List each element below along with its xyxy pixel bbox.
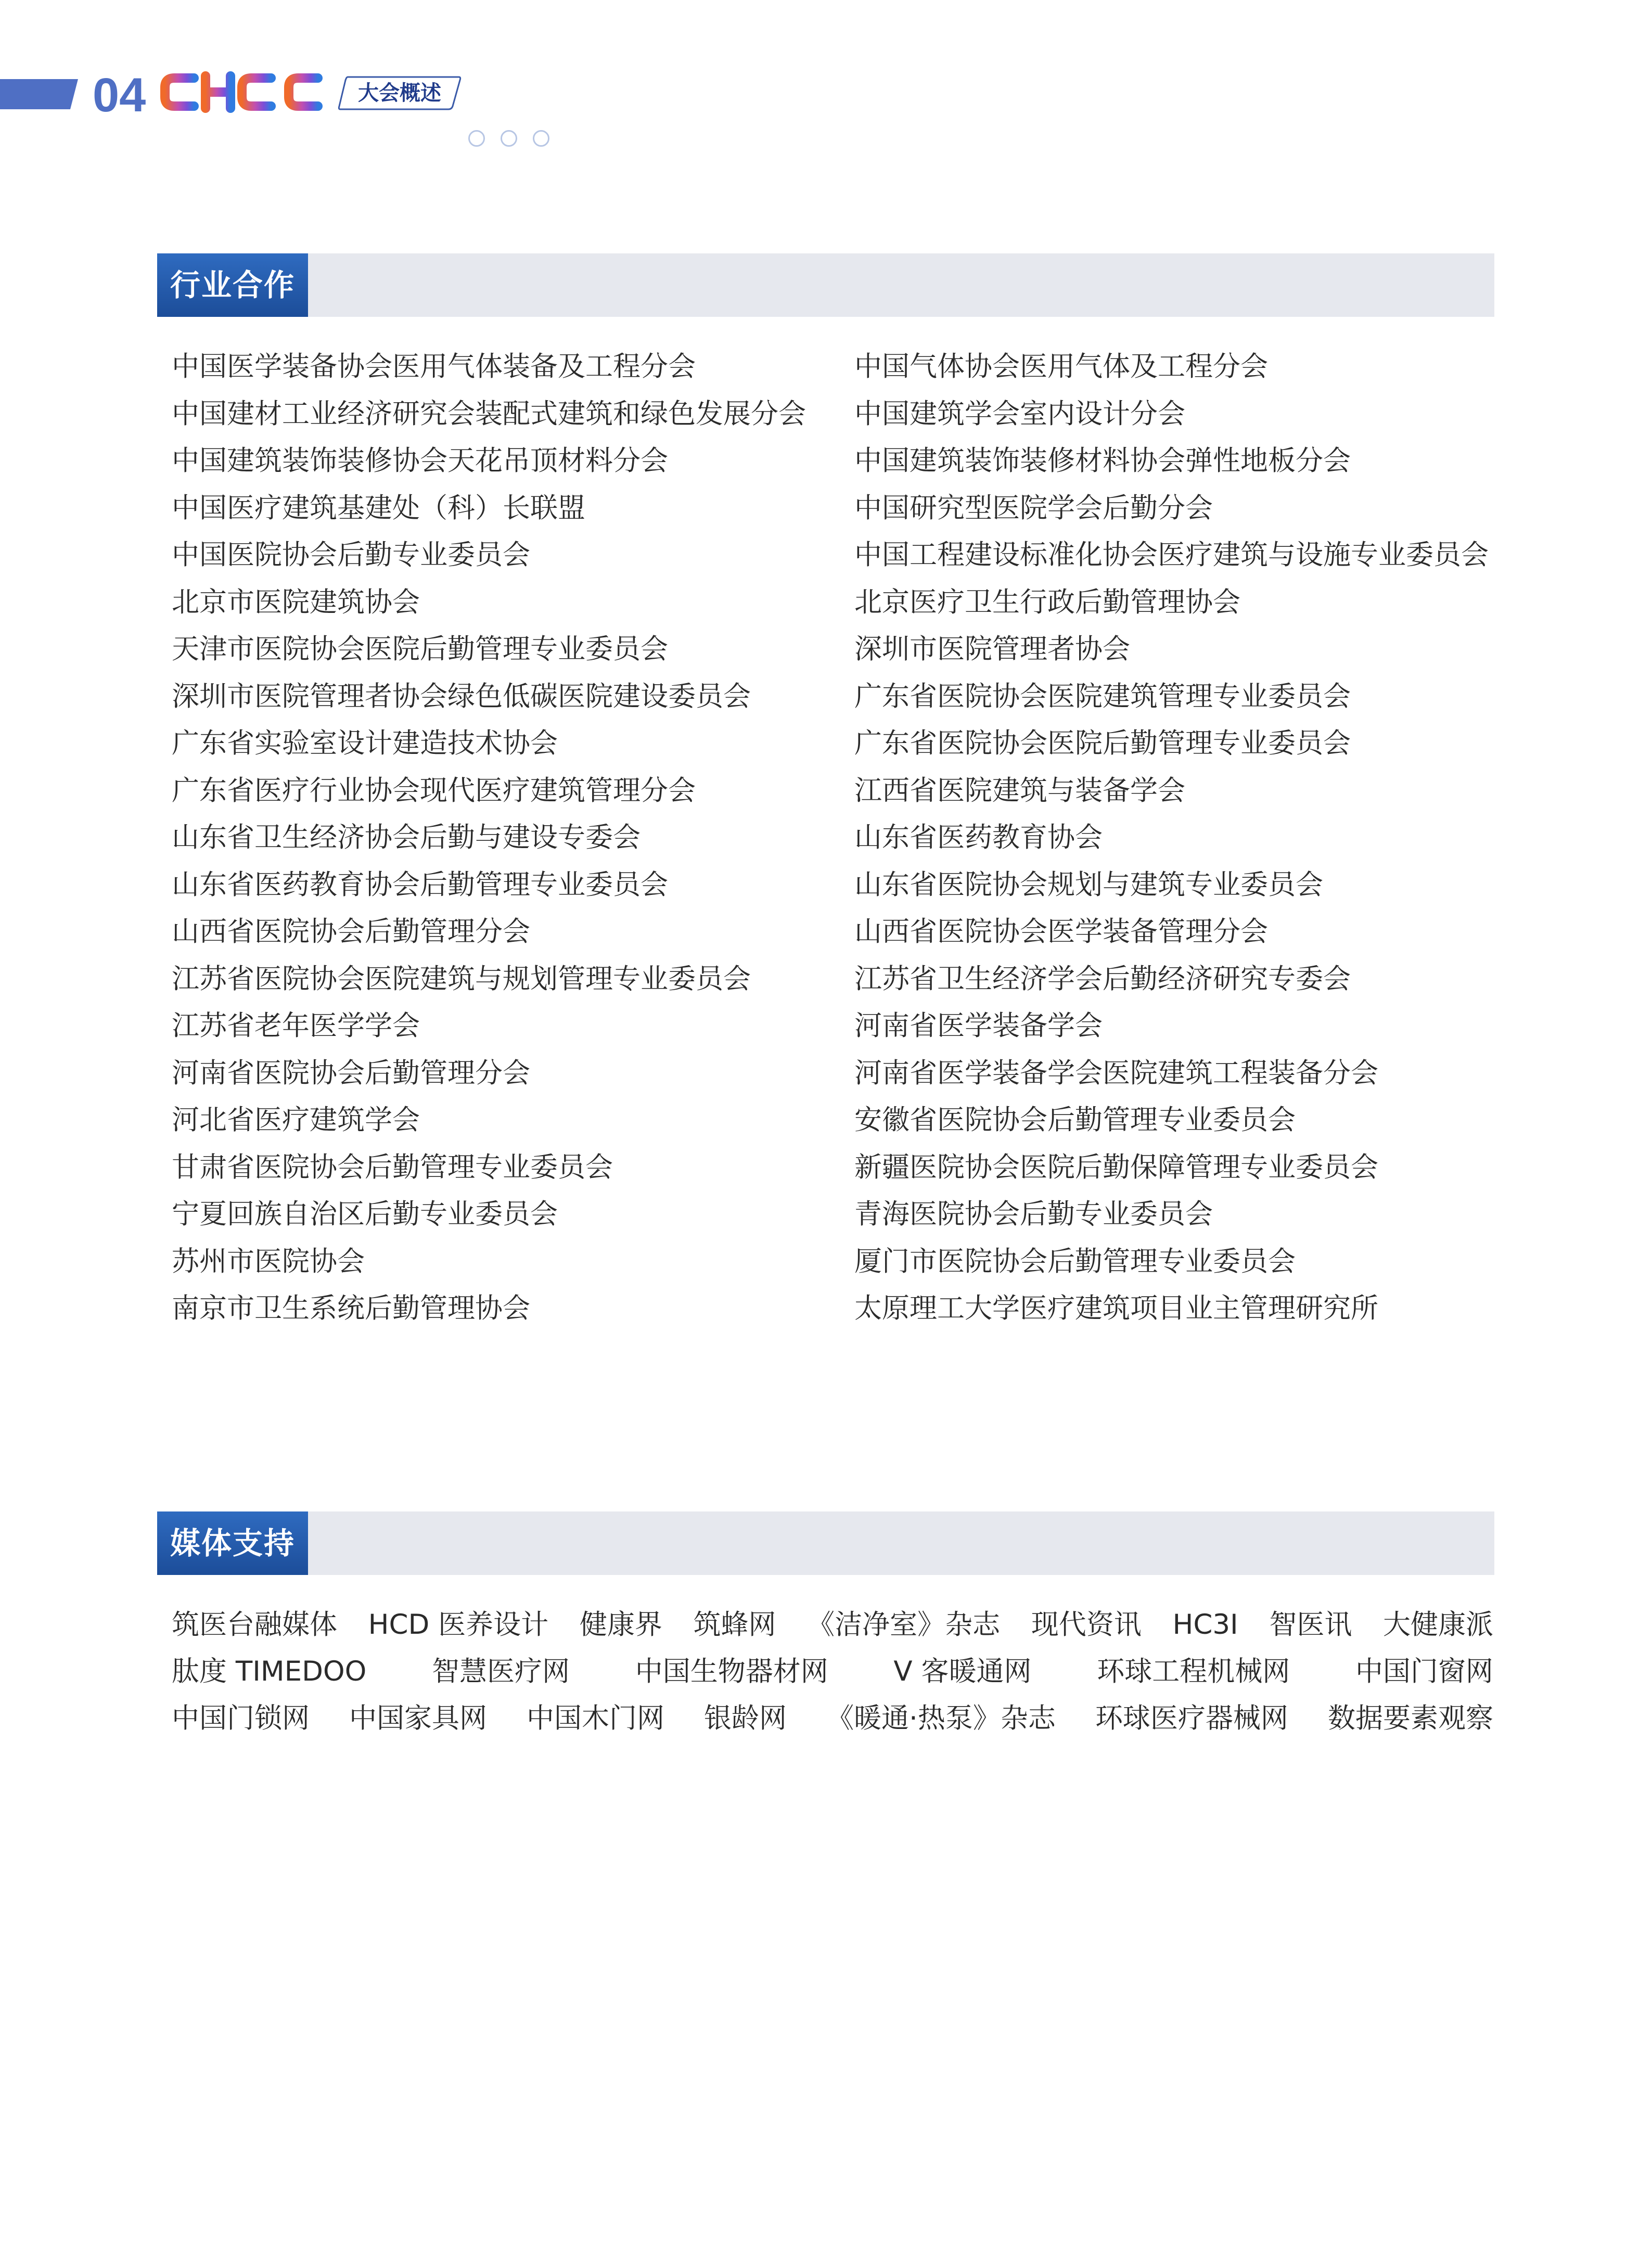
- partner-item: 中国工程建设标准化协会医疗建筑与设施专业委员会: [854, 539, 1489, 571]
- partner-item: 太原理工大学医疗建筑项目业主管理研究所: [854, 1292, 1378, 1324]
- media-item: 中国木门网: [527, 1702, 665, 1734]
- media-item: HCD 医养设计: [368, 1609, 549, 1641]
- partner-row: [172, 673, 1504, 721]
- partner-item: 北京市医院建筑协会: [172, 586, 420, 618]
- chcc-logo: [153, 58, 336, 126]
- partner-row: [172, 814, 1504, 862]
- media-item: 《洁净室》杂志: [807, 1609, 1001, 1641]
- partner-item: 深圳市医院管理者协会绿色低碳医院建设委员会: [172, 680, 751, 712]
- partner-item: 广东省医院协会医院建筑管理专业委员会: [854, 680, 1351, 712]
- partner-item: 深圳市医院管理者协会: [854, 633, 1130, 665]
- partner-row: [172, 1003, 1504, 1050]
- media-item: 肽度 TIMEDOO: [172, 1656, 367, 1687]
- partner-row: [172, 956, 1504, 1003]
- partner-row: [172, 579, 1504, 626]
- partner-item: 中国建材工业经济研究会装配式建筑和绿色发展分会: [172, 398, 806, 430]
- partner-item: 中国医院协会后勤专业委员会: [172, 539, 530, 571]
- media-item: 筑医台融媒体: [172, 1609, 337, 1641]
- partner-row: [172, 343, 1504, 391]
- media-item: 《暖通·热泵》杂志: [826, 1702, 1056, 1734]
- media-item: 环球医疗器械网: [1095, 1702, 1288, 1734]
- media-item: 银龄网: [704, 1702, 787, 1734]
- page-number: 04: [93, 69, 146, 122]
- partner-row: [172, 391, 1504, 438]
- section-tag: [337, 76, 462, 110]
- partner-item: 天津市医院协会医院后勤管理专业委员会: [172, 633, 668, 665]
- partner-row: [172, 485, 1504, 532]
- partner-item: 中国建筑学会室内设计分会: [854, 398, 1185, 430]
- media-item: 数据要素观察: [1327, 1702, 1493, 1734]
- media-section-title: 媒体支持: [157, 1511, 308, 1575]
- partner-item: 青海医院协会后勤专业委员会: [854, 1198, 1213, 1230]
- partner-row: [172, 532, 1504, 579]
- dot-2: [501, 130, 517, 147]
- partner-row: [172, 767, 1504, 815]
- partner-item: 山东省卫生经济协会后勤与建设专委会: [172, 822, 641, 853]
- partner-item: 河南省医学装备学会: [854, 1010, 1103, 1042]
- media-item: 现代资讯: [1031, 1609, 1142, 1641]
- partner-item: 中国建筑装饰装修协会天花吊顶材料分会: [172, 445, 668, 477]
- partner-item: 安徽省医院协会后勤管理专业委员会: [854, 1104, 1296, 1136]
- partner-row: [172, 1238, 1504, 1286]
- partner-item: 江苏省老年医学学会: [172, 1010, 420, 1042]
- partner-item: 江西省医院建筑与装备学会: [854, 774, 1185, 806]
- partner-item: 山东省医药教育协会后勤管理专业委员会: [172, 868, 668, 901]
- partner-item: 广东省医疗行业协会现代医疗建筑管理分会: [172, 774, 696, 806]
- partner-item: 中国医学装备协会医用气体装备及工程分会: [172, 351, 696, 382]
- partner-item: 山西省医院协会医学装备管理分会: [854, 916, 1268, 947]
- industry-section-title: 行业合作: [157, 253, 308, 317]
- industry-section-header: [157, 253, 1494, 317]
- partner-item: 山东省医药教育协会: [854, 822, 1103, 853]
- partner-item: 厦门市医院协会后勤管理专业委员会: [854, 1245, 1296, 1277]
- partner-item: 苏州市医院协会: [172, 1245, 365, 1277]
- pagination-dots: [468, 130, 549, 147]
- media-item: 智医讯: [1269, 1609, 1352, 1641]
- partner-row: [172, 1285, 1504, 1333]
- media-item: HC3I: [1172, 1609, 1238, 1641]
- media-item: 筑蜂网: [693, 1609, 776, 1641]
- media-item: 中国生物器材网: [635, 1656, 828, 1687]
- partner-item: 中国建筑装饰装修材料协会弹性地板分会: [854, 445, 1351, 477]
- partner-row: [172, 720, 1504, 767]
- media-row: [172, 1648, 1493, 1695]
- partner-item: 山西省医院协会后勤管理分会: [172, 916, 530, 947]
- partner-item: 中国气体协会医用气体及工程分会: [854, 351, 1268, 382]
- partner-item: 宁夏回族自治区后勤专业委员会: [172, 1198, 558, 1230]
- partner-item: 新疆医院协会医院后勤保障管理专业委员会: [854, 1151, 1378, 1183]
- media-item: 大健康派: [1383, 1609, 1493, 1641]
- partner-item: 广东省实验室设计建造技术协会: [172, 727, 558, 759]
- partner-row: [172, 438, 1504, 485]
- header-accent-bar: [0, 79, 78, 109]
- partner-item: 甘肃省医院协会后勤管理专业委员会: [172, 1151, 613, 1183]
- partner-row: [172, 862, 1504, 909]
- partner-item: 河南省医学装备学会医院建筑工程装备分会: [854, 1057, 1378, 1089]
- media-item: 环球工程机械网: [1097, 1656, 1290, 1687]
- partner-row: [172, 1050, 1504, 1097]
- partner-row: [172, 626, 1504, 673]
- partner-row: [172, 908, 1504, 956]
- partner-item: 中国医疗建筑基建处（科）长联盟: [172, 492, 585, 524]
- media-item: 健康界: [579, 1609, 662, 1641]
- partner-item: 北京医疗卫生行政后勤管理协会: [854, 586, 1240, 618]
- section-tag-label: 大会概述: [358, 81, 441, 105]
- partner-list: [172, 343, 1504, 1333]
- partner-item: 南京市卫生系统后勤管理协会: [172, 1292, 530, 1324]
- dot-1: [468, 130, 485, 147]
- partner-item: 广东省医院协会医院后勤管理专业委员会: [854, 727, 1351, 759]
- media-item: 智慧医疗网: [432, 1656, 570, 1687]
- media-item: 中国家具网: [349, 1702, 488, 1734]
- partner-row: [172, 1191, 1504, 1238]
- partner-item: 河南省医院协会后勤管理分会: [172, 1057, 530, 1089]
- partner-item: 江苏省医院协会医院建筑与规划管理专业委员会: [172, 963, 751, 995]
- media-row: [172, 1602, 1493, 1648]
- partner-item: 江苏省卫生经济学会后勤经济研究专委会: [854, 963, 1351, 995]
- media-item: V 客暖通网: [893, 1656, 1032, 1687]
- partner-item: 中国研究型医院学会后勤分会: [854, 492, 1213, 524]
- media-item: 中国门窗网: [1355, 1656, 1493, 1687]
- partner-item: 河北省医疗建筑学会: [172, 1104, 420, 1136]
- partner-row: [172, 1097, 1504, 1144]
- partner-row: [172, 1144, 1504, 1192]
- media-item: 中国门锁网: [172, 1702, 310, 1734]
- partner-item: 山东省医院协会规划与建筑专业委员会: [854, 868, 1323, 901]
- media-row: [172, 1695, 1493, 1742]
- dot-3: [533, 130, 549, 147]
- media-section-header: [157, 1511, 1494, 1575]
